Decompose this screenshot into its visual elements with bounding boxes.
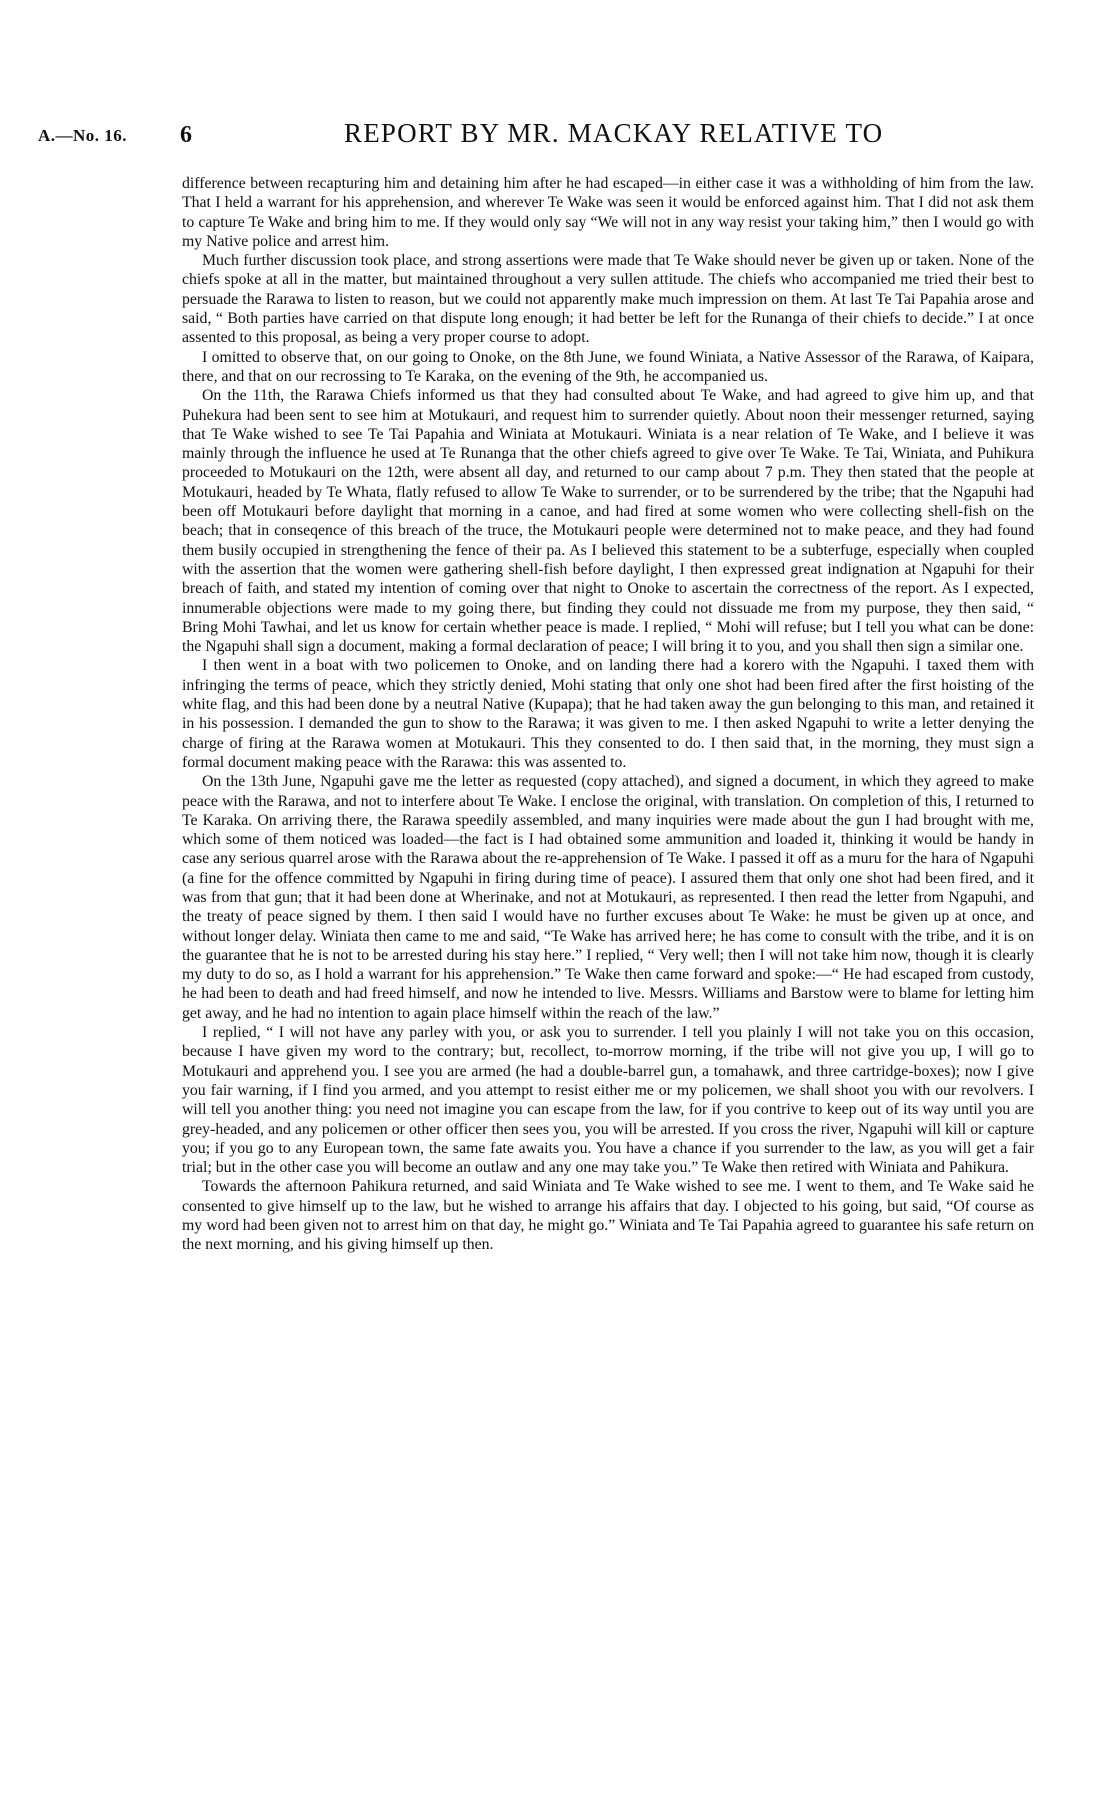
paragraph: I omitted to observe that, on our going to Onoke, on the 8th June, we found Winiata, a Native Assessor of the Rarawa, of Kaipara, there, and that on our recrossing to Te Karaka, on the evening of the 9th, he accompanied us. xyxy=(182,348,1034,385)
page-header xyxy=(0,118,1114,158)
paragraph: difference between recapturing him and detaining him after he had escaped—in either case it was a withholding of him from the law. That I held a warrant for his apprehension, and wherever Te Wake was seen it would be enforced against him. That I did not ask them to capture Te Wake and bring him to me. If they would only say “We will not in any way resist your taking him,” then I would go with my Native police and arrest him. xyxy=(182,175,1034,250)
paragraph: Much further discussion took place, and strong assertions were made that Te Wake should never be given up or taken. None of the chiefs spoke at all in the matter, but maintained throughout a very sullen attitude. The chiefs who accompanied me tried their best to persuade the Rarawa to listen to reason, but we could not apparently make much impression on them. At last Te Tai Papahia arose and said, “ Both parties have carried on that dispute long enough; it had better be left for the Runanga of their chiefs to decide.” I at once assented to this proposal, as being a very proper course to adopt. xyxy=(182,252,1034,347)
paragraph: On the 13th June, Ngapuhi gave me the letter as requested (copy attached), and signed a document, in which they agreed to make peace with the Rarawa, and not to interfere about Te Wake. I enclose the original, with translation. On completion of this, I returned to Te Karaka. On arriving there, the Rarawa speedily assembled, and many inquiries were made about the gun I had brought with me, which some of them noticed was loaded—the fact is I had obtained some ammunition and loaded it, thinking it would be handy in case any serious quarrel arose with the Rarawa about the re-apprehension of Te Wake. I passed it off as a muru for the hara of Ngapuhi (a fine for the offence committed by Ngapuhi in firing during time of peace). I assured them that only one shot had been fired, and it was from that gun; that it had been done at Wherinake, and not at Motukauri, as represented. I then read the letter from Ngapuhi, and the treaty of peace signed by them. I then said I would have no further excuses about Te Wake: he must be given up at once, and without longer delay. Winiata then came to me and said, “Te Wake has arrived here; he has come to consult with the tribe, and it is on the guarantee that he is not to be arrested during his stay here.” I replied, “ Very well; then I will not take him now, though it is clearly my duty to do so, as I hold a warrant for his apprehension.” Te Wake then came forward and spoke:—“ He had escaped from custody, he had been to death and had freed himself, and now he intended to live. Messrs. Williams and Barstow were to blame for letting him get away, and he had no intention to again place himself within the reach of the law.” xyxy=(182,773,1034,1022)
body-text xyxy=(182,174,1034,1255)
paragraph: On the 11th, the Rarawa Chiefs informed us that they had consulted about Te Wake, and had agreed to give him up, and that Puhekura had been sent to see him at Motukauri, and request him to surrender quietly. About noon their messenger returned, saying that Te Wake wished to see Te Tai Papahia and Winiata at Motukauri. Winiata is a near relation of Te Wake, and I believe it was mainly through the influence he used at Te Runanga that the other chiefs agreed to give over Te Wake. Te Tai, Winiata, and Puhikura proceeded to Motukauri on the 12th, were absent all day, and returned to our camp about 7 p.m. They then stated that the people at Motukauri, headed by Te Whata, flatly refused to allow Te Wake to surrender, or to be surrendered by the tribe; that the Ngapuhi had been off Motukauri before daylight that morning in a canoe, and had fired at some women who were collecting shell-fish on the beach; that in conseqence of this breach of the truce, the Motukauri people were determined not to make peace, and they had found them busily occupied in strengthening the fence of their pa. As I believed this statement to be a subterfuge, especially when coupled with the assertion that the women were gathering shell-fish before daylight, I then expressed great indignation at Ngapuhi for their breach of faith, and stated my intention of coming over that night to Onoke to ascertain the correctness of the report. As I expected, innumerable objections were made to my going there, but finding they could not dissuade me from my purpose, they then said, “ Bring Mohi Tawhai, and let us know for certain whether peace is made. I replied, “ Mohi will refuse; but I tell you what can be done: the Ngapuhi shall sign a document, making a formal declaration of peace; I will bring it to you, and you shall then sign a similar one. xyxy=(182,387,1034,656)
paragraph: Towards the afternoon Pahikura returned, and said Winiata and Te Wake wished to see me. I went to them, and Te Wake said he consented to give himself up to the law, but he wished to arrange his affairs that day. I objected to his going, but said, “Of course as my word had been given not to arrest him on that day, he might go.” Winiata and Te Tai Papahia agreed to guarantee his safe return on the next morning, and his giving himself up then. xyxy=(182,1178,1034,1254)
running-title: REPORT BY MR. MACKAY RELATIVE TO xyxy=(344,118,884,148)
document-reference: A.—No. 16. xyxy=(38,126,128,145)
paragraph: I then went in a boat with two policemen to Onoke, and on landing there had a korero with the Ngapuhi. I taxed them with infringing the terms of peace, which they strictly denied, Mohi stating that only one shot had been fired after the first hoisting of the white flag, and this had been done by a neutral Native (Kupapa); that he had taken away the gun belonging to this man, and retained it in his possession. I demanded the gun to show to the Rarawa; it was given to me. I then asked Ngapuhi to write a letter denying the charge of firing at the Rarawa women at Motukauri. This they consented to do. I then said that, in the morning, they must sign a formal document making peace with the Rarawa: this was assented to. xyxy=(182,657,1034,771)
paragraph: I replied, “ I will not have any parley with you, or ask you to surrender. I tell you plainly I will not take you on this occasion, because I have given my word to the contrary; but, recollect, to-morrow morning, if the tribe will not give you up, I will go to Motukauri and apprehend you. I see you are armed (he had a double-barrel gun, a tomahawk, and three cartridge-boxes); now I give you fair warning, if I find you armed, and you attempt to resist either me or my policemen, we shall shoot you with our revolvers. I will tell you another thing: you need not imagine you can escape from the law, for if you contrive to keep out of its way until you are grey-headed, and any policemen or other officer then sees you, you will be arrested. If you cross the river, Ngapuhi will kill or capture you; if you go to any European town, the same fate awaits you. You have a chance if you surrender to the law, as you will get a fair trial; but in the other case you will become an outlaw and any one may take you.” Te Wake then retired with Winiata and Pahikura. xyxy=(182,1024,1034,1177)
page-number: 6 xyxy=(180,122,192,148)
